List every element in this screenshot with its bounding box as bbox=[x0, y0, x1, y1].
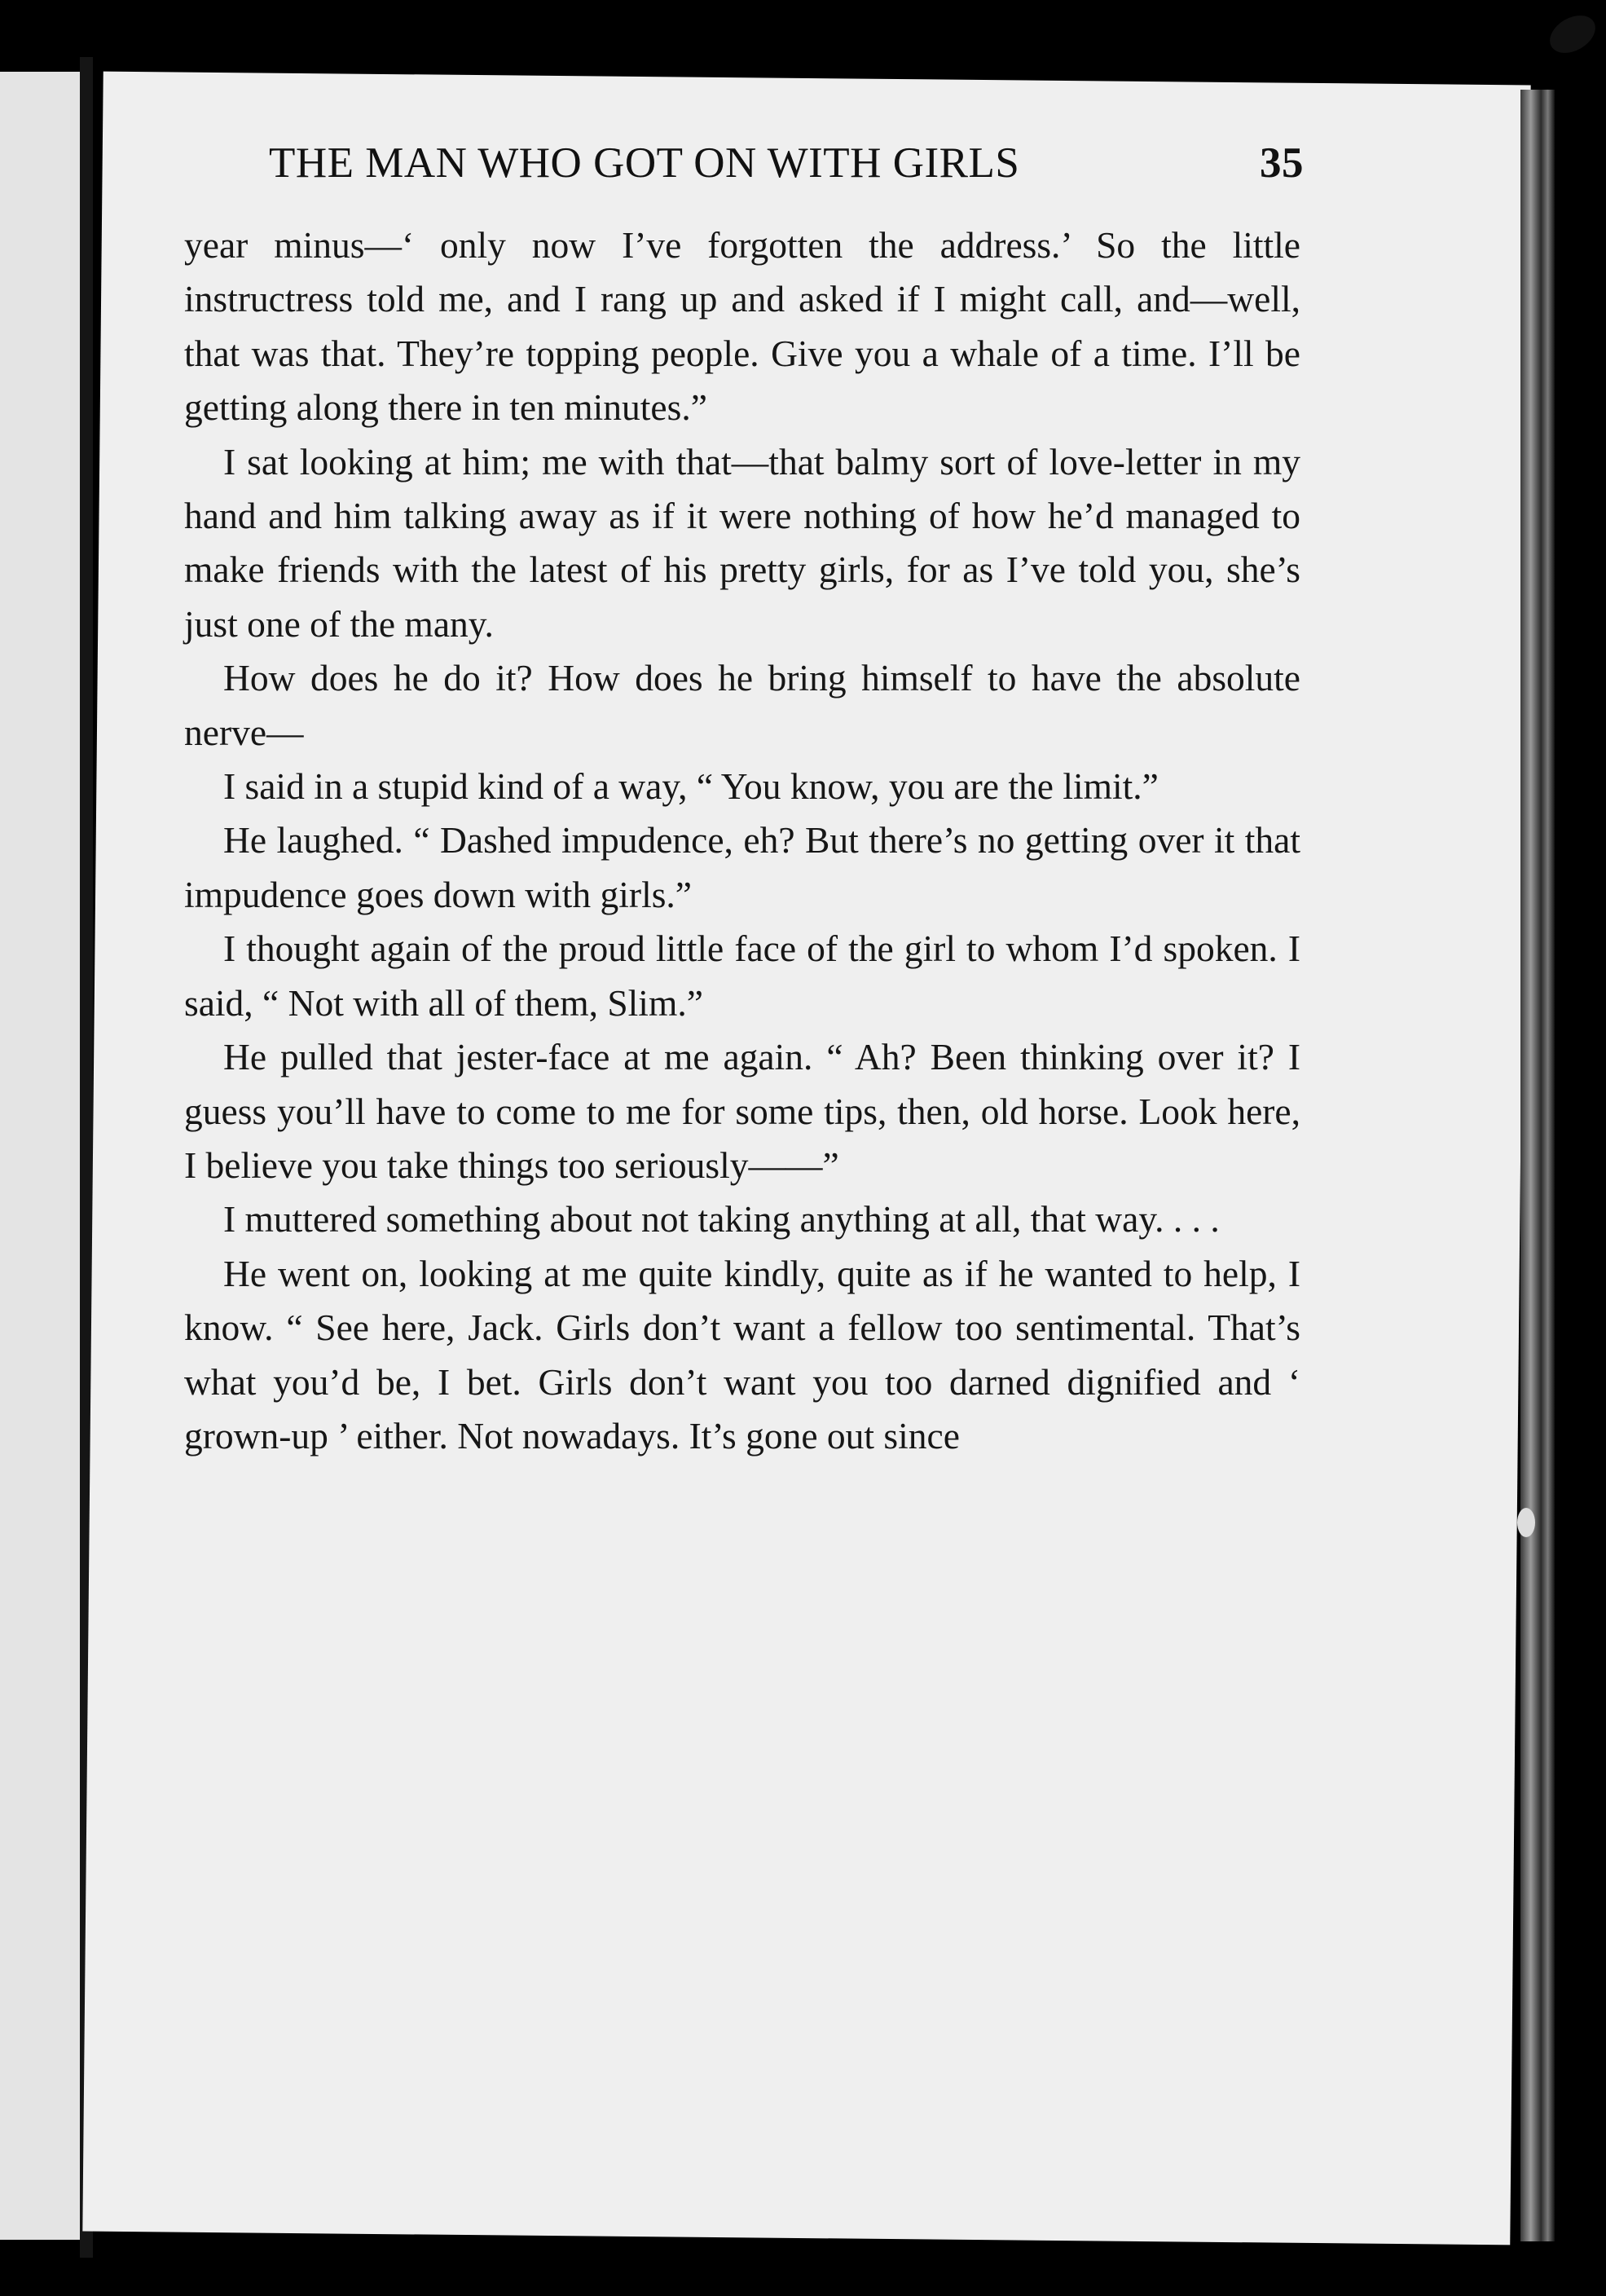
paragraph: I muttered something about not taking anything at all, that way. . . . bbox=[223, 1198, 1220, 1241]
paragraph: I said in a stupid kind of a way, “ You know, you are the limit.” bbox=[223, 765, 1159, 808]
paragraph: I thought again of the proud little face of the girl to whom I’d spoken. I said, “ Not with all of them, Slim.” bbox=[184, 928, 1300, 1024]
page-bottom-margin bbox=[184, 1924, 1300, 2168]
paragraph: year minus—‘ only now I’ve forgotten the address.’ So the little instructress told me, and I rang up and asked if I might call, and—well, that was that. They’re topping people. Give you a whale of a time. I’ll be getting along there in ten minutes.” bbox=[184, 224, 1300, 429]
body-text bbox=[184, 218, 1300, 1463]
paragraph: He pulled that jester-face at me again. “ Ah? Been thinking over it? I guess you’ll have to come to me for some tips, then, old horse. Look here, I believe you take things too seriously——” bbox=[184, 1036, 1300, 1186]
paragraph: He laughed. “ Dashed impudence, eh? But there’s no getting over it that impudence goes down with girls.” bbox=[184, 819, 1300, 915]
paragraph: He went on, looking at me quite kindly, quite as if he wanted to help, I know. “ See here, Jack. Girls don’t want a fellow too sentimental. That’s what you’d be, I bet. Girls don’t want you too darned dignified and ‘ grown-up ’ either. Not nowadays. It’s gone out since bbox=[184, 1252, 1300, 1456]
page-number: 35 bbox=[1260, 139, 1304, 187]
paragraph: I sat looking at him; me with that—that balmy sort of love-letter in my hand and him talking away as if it were nothing of how he’d managed to make friends with the latest of his pretty girls, for as I’ve told you, she’s just one of the many. bbox=[184, 440, 1300, 645]
facing-page-edge bbox=[0, 72, 80, 2240]
paragraph: How does he do it? How does he bring himself to have the absolute nerve— bbox=[184, 657, 1300, 753]
running-head-title: THE MAN WHO GOT ON WITH GIRLS bbox=[269, 139, 1020, 187]
scan-speck bbox=[1543, 8, 1602, 61]
scan-speck bbox=[1517, 1508, 1535, 1537]
running-head bbox=[269, 139, 1304, 214]
page-edge-shadow bbox=[1520, 90, 1555, 2241]
